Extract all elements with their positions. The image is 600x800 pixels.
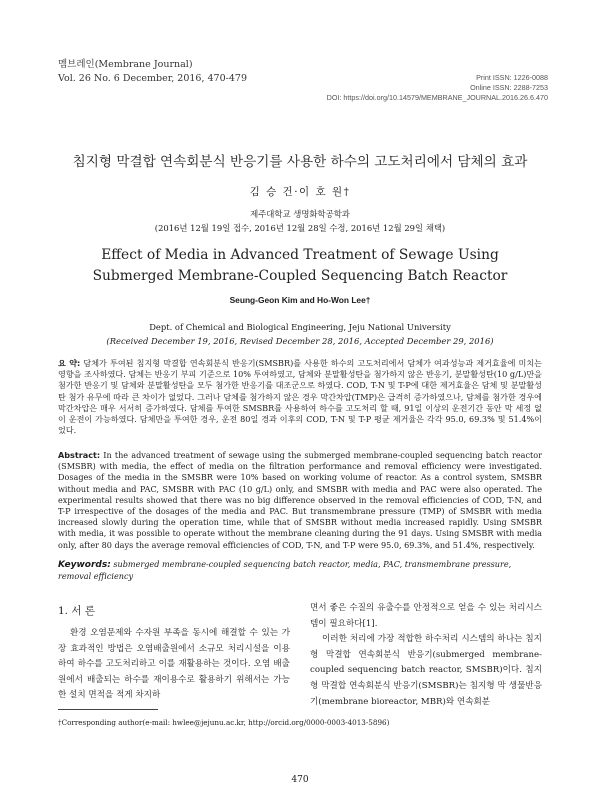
footnote-rule [58,709,158,710]
body-text-left [58,626,290,704]
english-abstract-label: Abstract: [58,450,101,460]
english-dates: (Received December 19, 2016, Revised December 28, 2016, Accepted December 29, 2016) [106,336,494,346]
korean-authors: 김 승 건·이 호 원† [249,186,351,198]
online-issn: Online ISSN: 2288-7253 [470,83,548,92]
body-paragraph: 환경 오염문제와 수자원 부족을 동시에 해결할 수 있는 가장 효과적인 방법은 오염배출원에서 소규모 처리시설을 이용하여 하수를 고도처리하고 이를 재활용하는 것이다. 오염 배출원에서 배출되는 하수를 재이용수로 활용하기 위해서는 가능한 설치 면적을 적게 차지하 [58,628,290,701]
body-text-right [310,601,542,710]
english-title-line-2: Submerged Membrane-Coupled Sequencing Batch Reactor [92,268,508,284]
journal-name: 멤브레인(Membrane Journal) [58,59,193,70]
section-heading: 1. 서 론 [58,605,95,617]
keywords [58,559,542,582]
corresponding-author-footnote: †Corresponding author(e-mail: hwlee@jejunu.ac.kr, http://orcid.org/0000-0003-4013-5896) [58,718,390,727]
body-paragraph: 이러한 처리에 가장 적합한 하수처리 시스템의 하나는 침지형 막결합 연속회분식 반응기(submerged membrane-coupled sequencing batch reactor, SMSBR)이다. 침지형 막결합 연속회분식 반응기(SMSBR)는 침지형 막 생물반응기(membrane bioreactor, MBR)와 연속회분 [310,634,542,707]
issn-block [327,73,548,103]
english-authors: Seung-Geon Kim and Ho-Won Lee† [229,295,371,305]
keywords-text: submerged membrane-coupled sequencing batch reactor, media, PAC, transmembrane pressure, removal efficiency [58,559,512,582]
english-title-line-1: Effect of Media in Advanced Treatment of Sewage Using [101,247,499,263]
english-title [0,245,600,287]
korean-affiliation: 제주대학교 생명화학공학과 [250,209,350,219]
doi: DOI: https://doi.org/10.14579/MEMBRANE_JOURNAL.2016.26.6.470 [326,93,548,102]
keywords-label: Keywords: [58,560,111,570]
english-affiliation: Dept. of Chemical and Biological Engineering, Jeju National University [149,322,451,332]
korean-title: 침지형 막결합 연속회분식 반응기를 사용한 하수의 고도처리에서 담체의 효과 [72,154,528,170]
english-abstract [58,450,542,551]
journal-volume: Vol. 26 No. 6 December, 2016, 470-479 [58,73,247,84]
korean-abstract [58,358,542,436]
body-paragraph: 면서 좋은 수질의 유출수를 안정적으로 얻을 수 있는 처리시스템이 필요하다[1]. [310,603,542,629]
english-abstract-text: In the advanced treatment of sewage using the submerged membrane-coupled sequencing batch reactor (SMSBR) with media, the effect of media on the filtration performance and removal efficiency were investigated. Dosages of the media in the SMSBR were 10% based on working volume of reactor. As a control system, SMSBR without media and PAC, SMSBR with PAC (10 g/L) only, and SMSBR with media and PAC were also operated. The experimental results showed that there was no big difference observed in the removal efficiencies of COD, T-N, and T-P irrespective of the dosages of the media and PAC. But transmembrane pressure (TMP) of SMSBR with media increased slowly during the operation time, while that of SMSBR without media increased rapidly. Using SMSBR with media, it was possible to operate without the membrane cleaning during the 91 days. Using SMSBR with media only, after 80 days the average removal efficiencies of COD, T-N, and T-P were 95.0, 69.3%, and 51.4%, respectively. [58,450,542,550]
korean-dates: (2016년 12월 19일 접수, 2016년 12월 28일 수정, 2016년 12월 29일 채택) [154,223,446,233]
korean-abstract-label: 요 약: [58,358,81,368]
page-number: 470 [291,775,309,785]
print-issn: Print ISSN: 1226-0088 [476,73,548,82]
korean-abstract-text: 담체가 투여된 침지형 막결합 연속회분식 반응기(SMSBR)를 사용한 하수의 고도처리에서 담체가 여과성능과 제거효율에 미치는 영향을 조사하였다. 담체는 반응기 부피 기준으로 10% 투여하였고, 담체와 분말활성탄을 첨가하지 않은 반응기, 분말활성탄(10 g/L)만을 첨가한 반응기 및 담체와 분말활성탄을 모두 첨가한 반응기를 대조군으로 하였다. COD, T-N 및 T-P에 대한 제거효율은 담체 및 분말활성탄 첨가 유무에 따라 큰 차이가 없었다. 그러나 담체를 첨가하지 않은 경우 막간차압(TMP)은 급격히 증가하였으나, 담체를 첨가한 경우에 막간차압은 매우 서서히 증가하였다. 담체를 투여한 SMSBR를 사용하여 하수를 고도처리 할 때, 91일 이상의 운전기간 동안 막 세정 없이 운전이 가능하였다. 담체만을 투여한 경우, 운전 80일 경과 이후의 COD, T-N 및 T-P 평균 제거율은 각각 95.0, 69.3% 및 51.4%이었다. [58,358,542,436]
